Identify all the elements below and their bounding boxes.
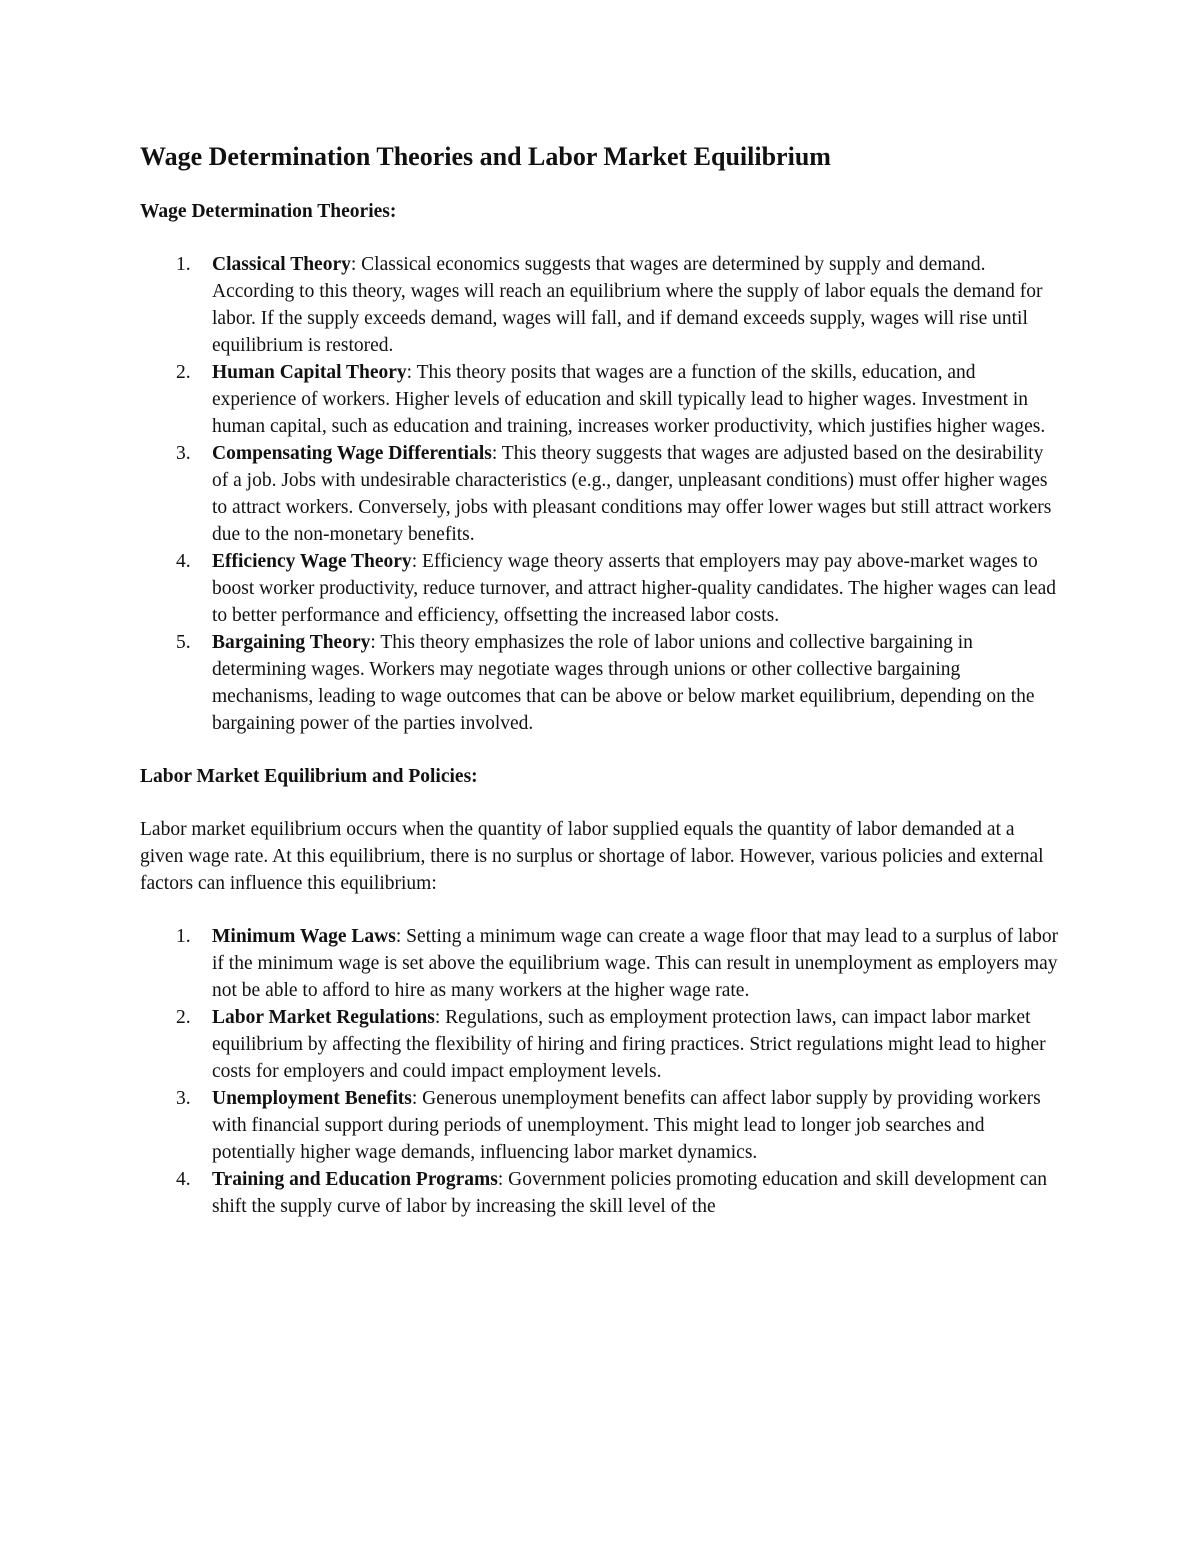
- list-item-text: : This theory emphasizes the role of labor unions and collective bargaining in determining wages. Workers may negotiate wages through unions or other collective bargaining mechanisms, leading to wage outcomes that can be above or below market equilibrium, depending on the bargaining power of the parties involved.: [212, 632, 1035, 734]
- list-item-term: Unemployment Benefits: [212, 1088, 412, 1109]
- list-number: 5.: [176, 632, 191, 653]
- list-item-compensating-wage-differentials: [140, 440, 1060, 548]
- list-item-text: : Generous unemployment benefits can affect labor supply by providing workers with financial support during periods of unemployment. This might lead to longer job searches and potentially higher wage demands, influencing labor market dynamics.: [212, 1088, 1041, 1163]
- list-item-efficiency-wage-theory: [140, 548, 1060, 629]
- list-item-term: Bargaining Theory: [212, 632, 371, 653]
- list-item-term: Human Capital Theory: [212, 362, 407, 383]
- list-item-text: : Setting a minimum wage can create a wage floor that may lead to a surplus of labor if the minimum wage is set above the equilibrium wage. This can result in unemployment as employers may not be able to afford to hire as many workers at the higher wage rate.: [212, 926, 1059, 1001]
- list-item-text: : Government policies promoting education and skill development can shift the supply curve of labor by increasing the skill level of the: [212, 1169, 1047, 1217]
- list-item-labor-market-regulations: [140, 1004, 1060, 1085]
- list-item-classical-theory: [140, 251, 1060, 359]
- list-item-human-capital-theory: [140, 359, 1060, 440]
- list-item-term: Compensating Wage Differentials: [212, 443, 492, 464]
- intro-paragraph: Labor market equilibrium occurs when the quantity of labor supplied equals the quantity of labor demanded at a given wage rate. At this equilibrium, there is no surplus or shortage of labor. However, various policies and external factors can influence this equilibrium:: [140, 819, 1044, 894]
- list-number: 2.: [176, 1007, 191, 1028]
- policies-list: [140, 923, 1060, 1220]
- list-number: 2.: [176, 362, 191, 383]
- list-item-unemployment-benefits: [140, 1085, 1060, 1166]
- list-item-text: : Classical economics suggests that wages are determined by supply and demand. According to this theory, wages will reach an equilibrium where the supply of labor equals the demand for labor. If the supply exceeds demand, wages will fall, and if demand exceeds supply, wages will rise until equilibrium is restored.: [212, 254, 1043, 356]
- list-number: 3.: [176, 1088, 191, 1109]
- section-heading-theories: Wage Determination Theories:: [140, 201, 397, 222]
- list-number: 1.: [176, 926, 191, 947]
- list-item-minimum-wage-laws: [140, 923, 1060, 1004]
- list-item-term: Efficiency Wage Theory: [212, 551, 412, 572]
- list-item-term: Classical Theory: [212, 254, 351, 275]
- list-item-term: Training and Education Programs: [212, 1169, 498, 1190]
- list-number: 1.: [176, 254, 191, 275]
- list-item-bargaining-theory: [140, 629, 1060, 737]
- list-item-text: : Regulations, such as employment protection laws, can impact labor market equilibrium by affecting the flexibility of hiring and firing practices. Strict regulations might lead to higher costs for employers and could impact employment levels.: [212, 1007, 1046, 1082]
- section-heading-policies: Labor Market Equilibrium and Policies:: [140, 766, 478, 787]
- list-item-term: Labor Market Regulations: [212, 1007, 435, 1028]
- list-number: 4.: [176, 1169, 191, 1190]
- list-number: 4.: [176, 551, 191, 572]
- theories-list: [140, 251, 1060, 737]
- list-number: 3.: [176, 443, 191, 464]
- list-item-text: : This theory suggests that wages are adjusted based on the desirability of a job. Jobs with undesirable characteristics (e.g., danger, unpleasant conditions) must offer higher wages to attract workers. Conversely, jobs with pleasant conditions may offer lower wages but still attract workers due to the non-monetary benefits.: [212, 443, 1052, 545]
- list-item-text: : This theory posits that wages are a function of the skills, education, and experience of workers. Higher levels of education and skill typically lead to higher wages. Investment in human capital, such as education and training, increases worker productivity, which justifies higher wages.: [212, 362, 1046, 437]
- page-title: Wage Determination Theories and Labor Market Equilibrium: [140, 142, 831, 171]
- list-item-term: Minimum Wage Laws: [212, 926, 396, 947]
- list-item-training-education-programs: [140, 1166, 1060, 1220]
- list-item-text: : Efficiency wage theory asserts that employers may pay above-market wages to boost worker productivity, reduce turnover, and attract higher-quality candidates. The higher wages can lead to better performance and efficiency, offsetting the increased labor costs.: [212, 551, 1057, 626]
- document-page: [140, 140, 1060, 1220]
